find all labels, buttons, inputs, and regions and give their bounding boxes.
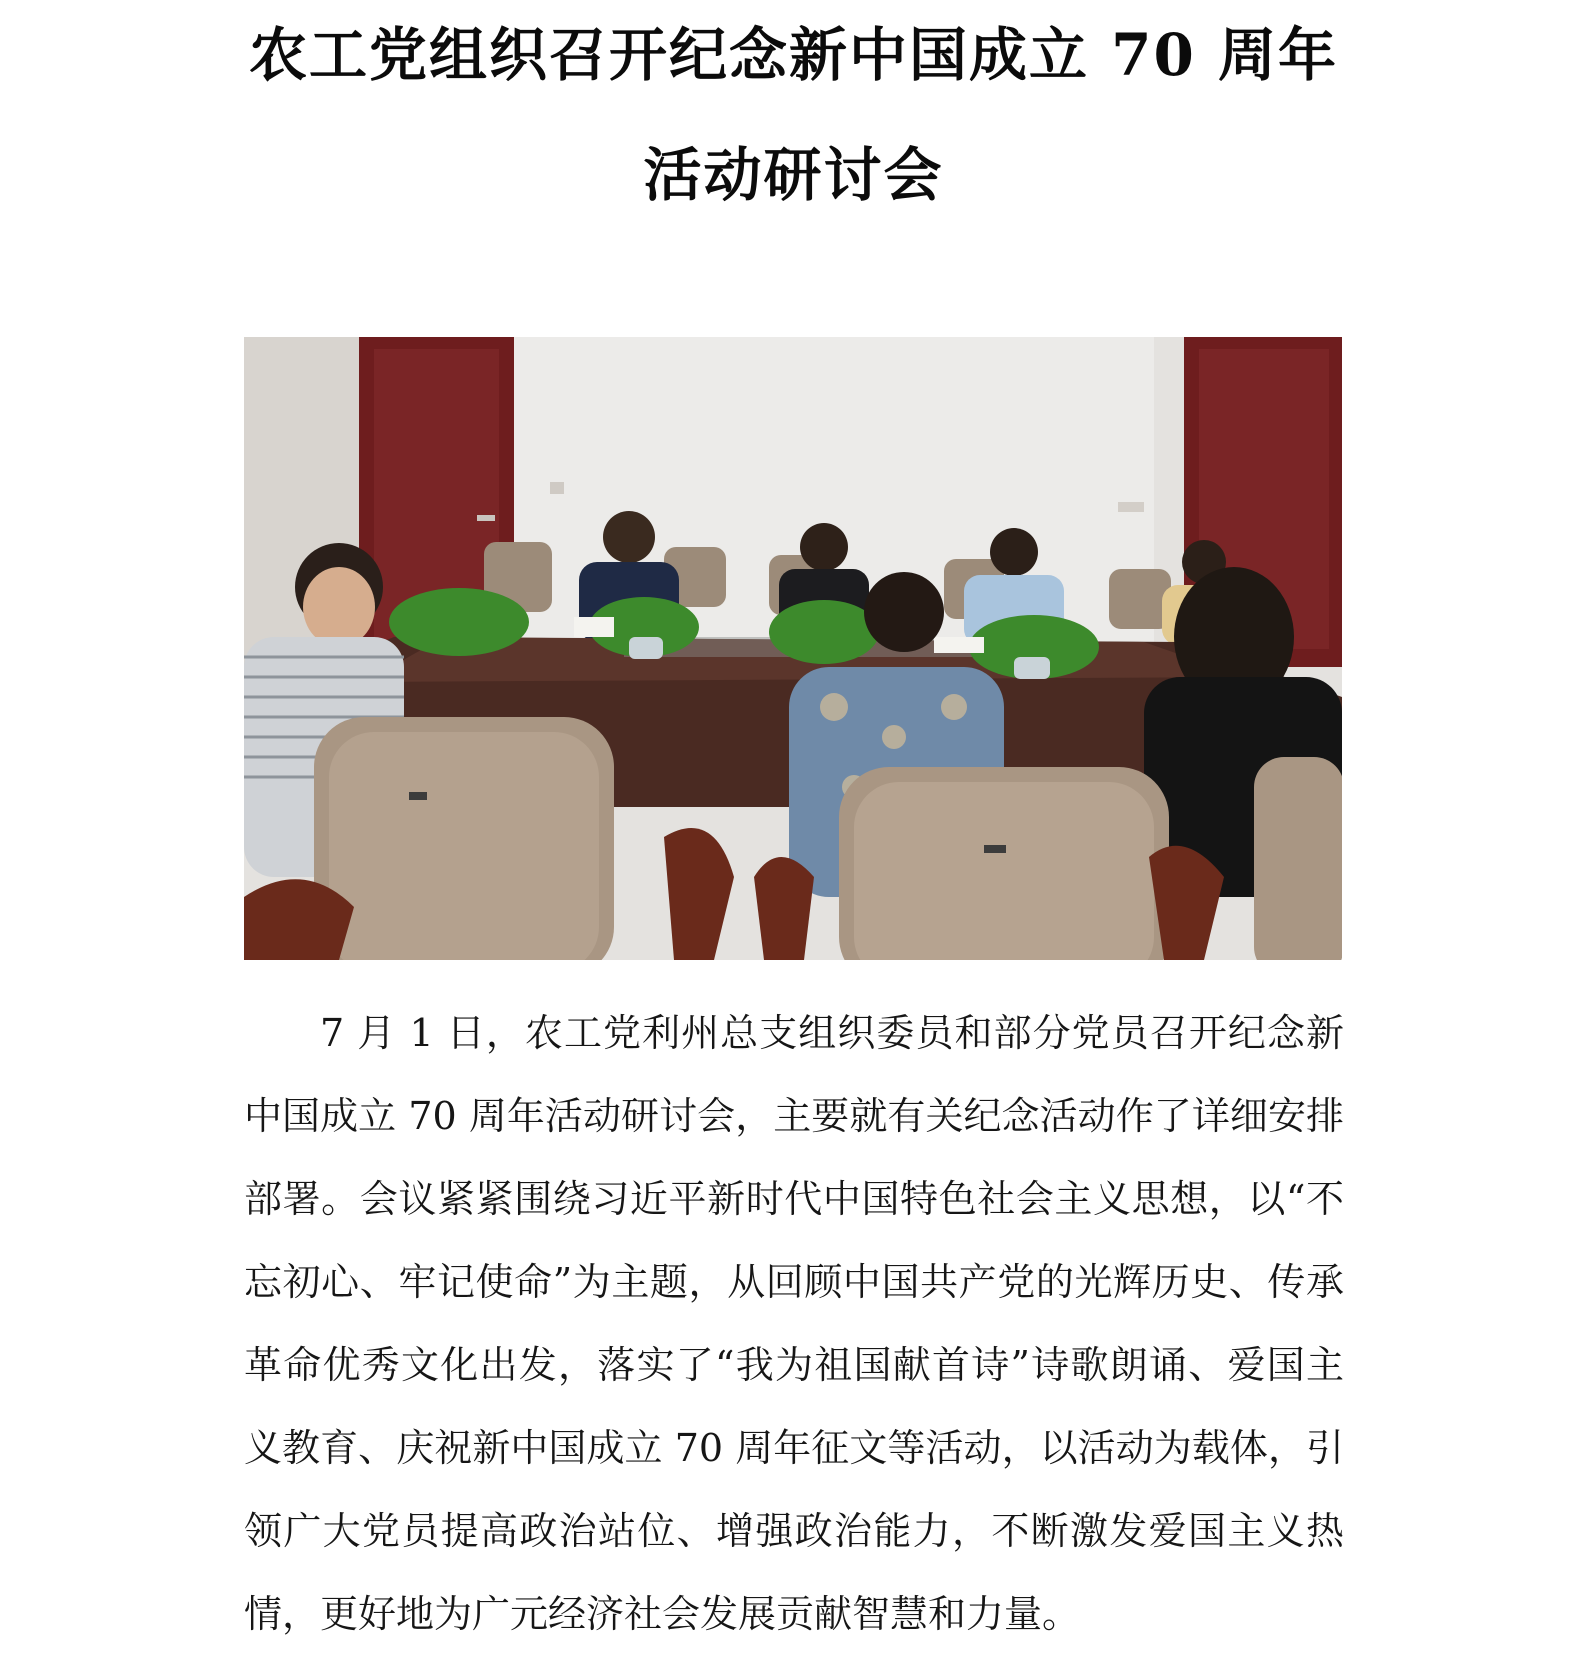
document-title-line1: 农工党组织召开纪念新中国成立 70 周年 [248,21,1339,89]
meeting-photo [244,337,1342,960]
body-paragraph: 7 月 1 日，农工党利州总支组织委员和部分党员召开纪念新中国成立 70 周年活动研讨会，主要就有关纪念活动作了详细安排部署。会议紧紧围绕习近平新时代中国特色社会主义思想，以“不忘初心、牢记使命”为主题，从回顾中国共产党的光辉历史、传承革命优秀文化出发，落实了“我为祖国献首诗”诗歌朗诵、爱国主义教育、庆祝新中国成立 70 周年征文等活动，以活动为载体，引领广大党员提高政治站位、增强政治能力，不断激发爱国主义热情，更好地为广元经济社会发展贡献智慧和力量。 [244,1011,1344,1636]
document-title-line2: 活动研讨会 [643,141,944,209]
